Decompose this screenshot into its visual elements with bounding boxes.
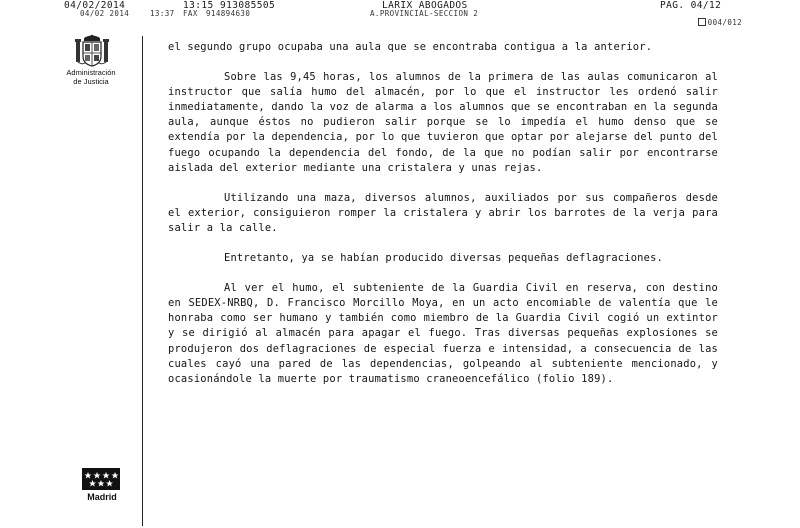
fax-sender: LARIX ABOGADOS [382, 0, 468, 11]
fax-date: 04/02/2014 [64, 0, 126, 11]
fax-time: 13:15 [183, 0, 214, 11]
madrid-label: Madrid [87, 492, 117, 502]
fax-date-2: 04/02 2014 [80, 9, 130, 18]
fax-page: PAG. 04/12 [660, 0, 722, 11]
org-line-2: de Justicia [73, 77, 109, 86]
document-body [168, 40, 718, 402]
org-line-1: Administración [66, 68, 116, 77]
fax-page-counter: 004/012 [678, 9, 742, 36]
coat-of-arms-icon [72, 34, 112, 68]
paragraph-3: Utilizando una maza, diversos alumnos, auxiliados por sus compañeros desde el exterior, consiguieron romper la cristalera y abrir los barrotes de la verja para salir a la calle. [168, 191, 718, 234]
paragraph-1: el segundo grupo ocupaba una aula que se encontraba contigua a la anterior. [168, 41, 653, 53]
fax-page-icon [698, 18, 706, 26]
margin-rule [142, 36, 143, 526]
paragraph-4: Entretanto, ya se habían producido diversas pequeñas deflagraciones. [224, 252, 663, 265]
madrid-flag-icon [82, 468, 120, 490]
fax-time-2: 13:37 [150, 9, 175, 18]
paragraph-5: Al ver el humo, el subteniente de la Guardia Civil en reserva, con destino en SEDEX-NRBQ, D. Francisco Morcillo Moya, en un acto encomiable de valentía que le honraba como ser humano y también como miembro de la Guardia Civil cogió un extintor y se dirigió al almacén para apagar el fuego. Tras diversas pequeñas explosiones se produjeron dos deflagraciones de especial fuerza e intensidad, a consecuencia de las cuales cayó una pared de las dependencias, golpeando al subteniente mencionado, y ocasionándole la muerte por traumatismo craneoencefálico (folio 189). [168, 282, 718, 385]
fax-phone: 913085505 [220, 0, 276, 11]
fax-number: 914894630 [206, 9, 251, 18]
organization-label [56, 68, 126, 86]
fax-label: FAX [183, 9, 198, 18]
paragraph-2: Sobre las 9,45 horas, los alumnos de la primera de las aulas comunicaron al instructor que salía humo del almacén, por lo que el instructor les ordenó salir inmediatamente, dando la voz de alarma a los alumnos que se encontraban en la segunda aula, aunque éstos no pudieron salir porque se lo impedía el humo denso que se extendía por la dependencia, por lo que tuvieron que optar por alejarse del punto del fuego ocupando la dependencia del fondo, de la que no podían salir por encontrarse aislada del exterior mediante una cristalera y unas rejas. [168, 71, 718, 174]
fax-section: A.PROVINCIAL-SECCION 2 [370, 9, 479, 18]
